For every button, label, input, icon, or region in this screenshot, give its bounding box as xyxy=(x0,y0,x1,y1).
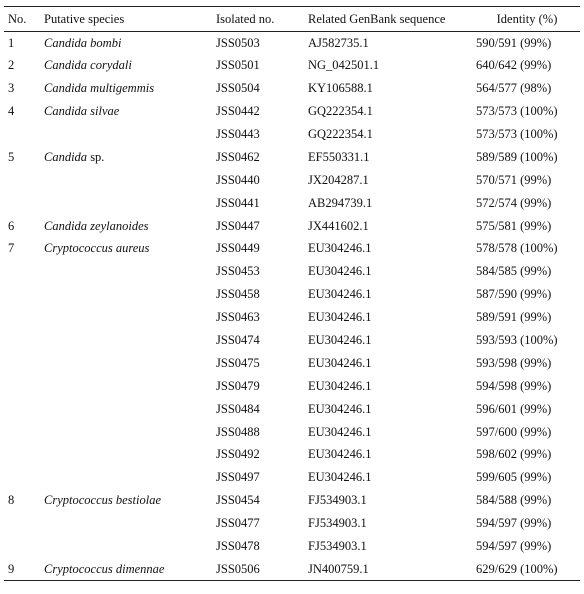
row-identity: 594/597 (99%) xyxy=(476,516,552,531)
row-identity: 594/598 (99%) xyxy=(476,378,552,393)
row-genbank: AJ582735.1 xyxy=(308,35,369,50)
row-genbank: KY106588.1 xyxy=(308,81,373,96)
row-no: 5 xyxy=(8,149,15,164)
row-species xyxy=(40,238,212,261)
row-species xyxy=(40,352,212,375)
row-isolate: JSS0449 xyxy=(216,241,260,256)
row-species xyxy=(40,489,212,512)
row-species xyxy=(40,306,212,329)
row-genbank: EU304246.1 xyxy=(308,424,372,439)
row-identity: 564/577 (98%) xyxy=(476,81,552,96)
table-row xyxy=(4,398,580,421)
row-isolate: JSS0475 xyxy=(216,355,260,370)
row-isolate: JSS0492 xyxy=(216,447,260,462)
row-genbank: GQ222354.1 xyxy=(308,127,373,141)
row-no xyxy=(4,512,40,535)
row-genbank: AB294739.1 xyxy=(308,195,373,210)
row-isolate: JSS0447 xyxy=(216,218,260,233)
row-identity: 596/601 (99%) xyxy=(476,401,552,416)
row-genbank: JN400759.1 xyxy=(304,558,474,581)
row-isolate: JSS0497 xyxy=(216,470,260,485)
row-no xyxy=(4,535,40,558)
table-body xyxy=(4,32,580,581)
species-name: Candida corydali xyxy=(44,58,132,73)
row-genbank: GQ222354.1 xyxy=(308,104,373,119)
row-genbank: EU304246.1 xyxy=(308,447,372,462)
table-row xyxy=(4,444,580,467)
row-isolate: JSS0462 xyxy=(216,149,260,164)
table-row xyxy=(4,77,580,100)
table-row xyxy=(4,512,580,535)
row-genbank: JX204287.1 xyxy=(308,172,369,187)
row-no xyxy=(4,123,40,146)
table-row xyxy=(4,192,580,215)
species-name: Cryptococcus bestiolae xyxy=(44,493,161,508)
species-suffix: sp. xyxy=(87,149,105,164)
table-row xyxy=(4,535,580,558)
header-putative-species: Putative species xyxy=(40,7,212,32)
row-isolate: JSS0503 xyxy=(216,35,260,50)
row-species xyxy=(40,169,212,192)
table-row xyxy=(4,558,580,581)
row-isolate: JSS0458 xyxy=(216,287,260,302)
row-identity: 575/581 (99%) xyxy=(476,218,552,233)
row-identity: 593/598 (99%) xyxy=(476,355,552,370)
row-no: 4 xyxy=(8,104,15,119)
header-genbank-sequence: Related GenBank sequence xyxy=(304,7,474,32)
species-name: Candida multigemmis xyxy=(44,81,155,96)
row-species xyxy=(40,375,212,398)
row-species xyxy=(40,535,212,558)
row-no xyxy=(4,375,40,398)
row-identity: 572/574 (99%) xyxy=(476,195,552,210)
row-species xyxy=(40,466,212,489)
row-species xyxy=(40,100,212,123)
row-identity: 587/590 (99%) xyxy=(476,287,552,302)
table-row xyxy=(4,283,580,306)
row-isolate: JSS0474 xyxy=(216,333,260,348)
species-identity-table xyxy=(4,6,580,581)
row-identity: 589/589 (100%) xyxy=(476,149,558,164)
row-species xyxy=(40,215,212,238)
table-row xyxy=(4,146,580,169)
row-species xyxy=(40,398,212,421)
header-no: No. xyxy=(4,7,40,32)
table-row xyxy=(4,489,580,512)
row-species xyxy=(40,444,212,467)
table-row xyxy=(4,421,580,444)
row-genbank: EU304246.1 xyxy=(308,287,372,302)
row-species xyxy=(40,77,212,100)
table-row xyxy=(4,260,580,283)
row-no xyxy=(4,192,40,215)
row-identity: 597/600 (99%) xyxy=(476,424,552,439)
row-identity: 573/573 (100%) xyxy=(476,127,558,141)
row-species xyxy=(40,192,212,215)
row-species xyxy=(40,558,212,581)
row-no xyxy=(4,466,40,489)
row-identity: 578/578 (100%) xyxy=(476,241,558,256)
row-no xyxy=(4,306,40,329)
row-isolate: JSS0501 xyxy=(216,58,260,73)
table-row xyxy=(4,329,580,352)
row-genbank: FJ534903.1 xyxy=(308,493,367,508)
row-identity: 589/591 (99%) xyxy=(476,310,552,325)
row-identity: 640/642 (99%) xyxy=(476,58,552,73)
table-header xyxy=(4,7,580,32)
row-identity: 590/591 (99%) xyxy=(476,35,552,50)
row-genbank: EU304246.1 xyxy=(308,470,372,485)
row-identity: 584/588 (99%) xyxy=(476,493,552,508)
row-isolate: JSS0488 xyxy=(216,424,260,439)
species-name: Candida bombi xyxy=(44,35,122,50)
row-identity: 570/571 (99%) xyxy=(476,172,552,187)
table-row xyxy=(4,352,580,375)
row-isolate: JSS0506 xyxy=(212,558,304,581)
row-genbank: EU304246.1 xyxy=(308,355,372,370)
header-row xyxy=(4,7,580,32)
row-no xyxy=(4,352,40,375)
table-row xyxy=(4,123,580,146)
row-species xyxy=(40,329,212,352)
row-identity: 598/602 (99%) xyxy=(476,447,552,462)
row-species xyxy=(40,146,212,169)
row-no: 2 xyxy=(8,58,15,73)
row-identity: 584/585 (99%) xyxy=(476,264,552,279)
row-isolate: JSS0479 xyxy=(216,378,260,393)
row-species xyxy=(40,54,212,77)
row-identity: 599/605 (99%) xyxy=(476,470,552,485)
row-genbank: EU304246.1 xyxy=(308,241,372,256)
row-isolate: JSS0454 xyxy=(216,493,260,508)
table-row xyxy=(4,54,580,77)
header-identity: Identity (%) xyxy=(474,7,580,32)
species-name: Cryptococcus dimennae xyxy=(44,561,165,576)
row-no: 6 xyxy=(8,218,15,233)
table-row xyxy=(4,466,580,489)
row-no: 1 xyxy=(8,35,15,50)
row-isolate: JSS0440 xyxy=(216,172,260,187)
row-no xyxy=(4,283,40,306)
row-genbank: EU304246.1 xyxy=(308,310,372,325)
species-name: Candida xyxy=(44,149,88,164)
row-isolate: JSS0453 xyxy=(216,264,260,279)
row-isolate: JSS0484 xyxy=(216,401,260,416)
row-species xyxy=(40,283,212,306)
row-species xyxy=(40,421,212,444)
row-genbank: EU304246.1 xyxy=(308,378,372,393)
row-no xyxy=(4,329,40,352)
row-isolate: JSS0504 xyxy=(216,81,260,96)
row-genbank: EU304246.1 xyxy=(308,264,372,279)
header-isolated-no: Isolated no. xyxy=(212,7,304,32)
row-genbank: NG_042501.1 xyxy=(308,58,380,73)
row-genbank: JX441602.1 xyxy=(308,218,369,233)
row-no xyxy=(4,169,40,192)
row-species xyxy=(40,512,212,535)
table-row xyxy=(4,215,580,238)
row-species xyxy=(40,123,212,146)
row-isolate: JSS0478 xyxy=(216,539,260,554)
row-identity: 573/573 (100%) xyxy=(476,104,558,119)
row-identity: 629/629 (100%) xyxy=(474,558,580,581)
table-row xyxy=(4,306,580,329)
row-no: 9 xyxy=(4,558,40,581)
row-no: 7 xyxy=(8,241,15,256)
row-genbank: FJ534903.1 xyxy=(308,539,367,554)
table-row xyxy=(4,238,580,261)
row-genbank: EU304246.1 xyxy=(308,333,372,348)
row-species xyxy=(40,32,212,55)
table-row xyxy=(4,169,580,192)
row-no xyxy=(4,444,40,467)
row-isolate: JSS0463 xyxy=(216,310,260,325)
species-name: Candida zeylanoides xyxy=(44,218,149,233)
row-genbank: FJ534903.1 xyxy=(308,516,367,531)
row-isolate: JSS0477 xyxy=(216,516,260,531)
row-no: 8 xyxy=(8,493,15,508)
row-isolate: JSS0443 xyxy=(216,127,260,141)
row-identity: 594/597 (99%) xyxy=(476,539,552,554)
species-name: Candida silvae xyxy=(44,104,120,119)
row-no: 3 xyxy=(8,81,15,96)
row-isolate: JSS0442 xyxy=(216,104,260,119)
row-isolate: JSS0441 xyxy=(216,195,260,210)
species-name: Cryptococcus aureus xyxy=(44,241,150,256)
row-no xyxy=(4,398,40,421)
table-row xyxy=(4,32,580,55)
table-row xyxy=(4,100,580,123)
table-row xyxy=(4,375,580,398)
row-no xyxy=(4,421,40,444)
row-genbank: EU304246.1 xyxy=(308,401,372,416)
row-genbank: EF550331.1 xyxy=(308,149,370,164)
row-identity: 593/593 (100%) xyxy=(476,333,558,348)
row-species xyxy=(40,260,212,283)
row-no xyxy=(4,260,40,283)
